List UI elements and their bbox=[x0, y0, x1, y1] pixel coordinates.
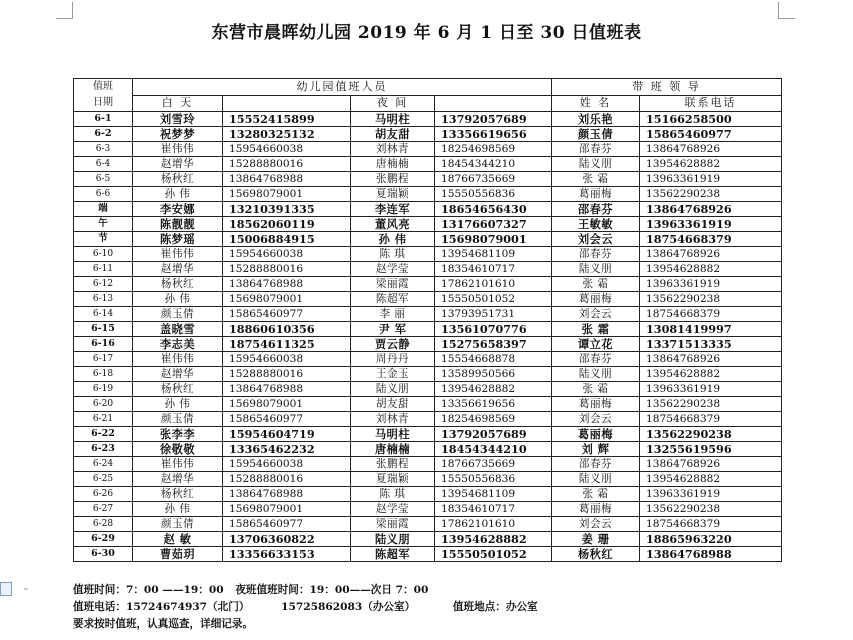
night-staff-name-cell: 梁丽霞 bbox=[351, 517, 435, 532]
night-staff-phone-cell: 18454344210 bbox=[435, 442, 552, 457]
night-staff-phone-cell: 13176607327 bbox=[435, 217, 552, 232]
day-staff-phone-cell: 13864768988 bbox=[223, 277, 351, 292]
night-header: 夜 间 bbox=[351, 95, 435, 112]
table-row bbox=[74, 337, 782, 352]
footer-times bbox=[73, 582, 428, 597]
night-staff-name-cell: 梁丽霞 bbox=[351, 277, 435, 292]
night-staff-name-cell: 陈超军 bbox=[351, 292, 435, 307]
night-staff-name-cell: 贾云静 bbox=[351, 337, 435, 352]
date-cell: 6-3 bbox=[74, 142, 133, 157]
table-row bbox=[74, 547, 782, 562]
leader-name-cell: 陆义朋 bbox=[552, 157, 640, 172]
day-phone-header bbox=[223, 95, 351, 112]
leader-phone-cell: 15166258500 bbox=[640, 112, 782, 127]
duty-phone-label: 值班电话： bbox=[73, 601, 126, 613]
leader-phone-cell: 18754668379 bbox=[640, 232, 782, 247]
day-staff-name-cell: 崔伟伟 bbox=[133, 457, 223, 472]
day-staff-name-cell: 孙 伟 bbox=[133, 187, 223, 202]
night-duty-time: 夜班值班时间：19：00——次日 7：00 bbox=[235, 584, 429, 596]
night-staff-name-cell: 赵学莹 bbox=[351, 262, 435, 277]
date-cell: 6-4 bbox=[74, 157, 133, 172]
leader-phone-cell: 13864768988 bbox=[640, 547, 782, 562]
day-staff-name-cell: 赵 敏 bbox=[133, 532, 223, 547]
night-staff-name-cell: 唐楠楠 bbox=[351, 442, 435, 457]
day-staff-name-cell: 颜玉倩 bbox=[133, 517, 223, 532]
night-staff-name-cell: 胡友甜 bbox=[351, 127, 435, 142]
table-row bbox=[74, 412, 782, 427]
leader-phone-cell: 13371513335 bbox=[640, 337, 782, 352]
day-staff-phone-cell: 13864768988 bbox=[223, 487, 351, 502]
night-staff-phone-cell: 13792057689 bbox=[435, 427, 552, 442]
day-staff-name-cell: 张李李 bbox=[133, 427, 223, 442]
date-cell: 6-13 bbox=[74, 292, 133, 307]
day-staff-phone-cell: 15954660038 bbox=[223, 247, 351, 262]
night-staff-phone-cell: 15550501052 bbox=[435, 547, 552, 562]
table-row bbox=[74, 382, 782, 397]
date-cell: 6-28 bbox=[74, 517, 133, 532]
table-row bbox=[74, 502, 782, 517]
night-staff-name-cell: 张鹏程 bbox=[351, 457, 435, 472]
leader-name-cell: 谭立花 bbox=[552, 337, 640, 352]
day-staff-phone-cell: 15698079001 bbox=[223, 292, 351, 307]
night-staff-phone-cell: 13954681109 bbox=[435, 487, 552, 502]
night-phone-header bbox=[435, 95, 552, 112]
night-staff-name-cell: 陈超军 bbox=[351, 547, 435, 562]
date-cell: 6-2 bbox=[74, 127, 133, 142]
day-staff-phone-cell: 15954660038 bbox=[223, 352, 351, 367]
leader-name-cell: 邵春芬 bbox=[552, 142, 640, 157]
date-column-header bbox=[74, 79, 133, 112]
table-row bbox=[74, 202, 782, 217]
date-cell: 6-1 bbox=[74, 112, 133, 127]
night-staff-phone-cell: 15550501052 bbox=[435, 292, 552, 307]
leader-name-cell: 王敏敏 bbox=[552, 217, 640, 232]
leader-name-cell: 刘会云 bbox=[552, 232, 640, 247]
leader-name-cell: 邵春芬 bbox=[552, 202, 640, 217]
day-staff-name-cell: 杨秋红 bbox=[133, 277, 223, 292]
night-staff-name-cell: 陈 琪 bbox=[351, 247, 435, 262]
day-staff-phone-cell: 15698079001 bbox=[223, 187, 351, 202]
table-row bbox=[74, 262, 782, 277]
day-staff-name-cell: 杨秋红 bbox=[133, 487, 223, 502]
date-cell: 节 bbox=[74, 232, 133, 247]
leader-group-header: 带 班 领 导 bbox=[552, 79, 782, 96]
leader-name-cell: 刘会云 bbox=[552, 517, 640, 532]
leader-name-cell: 杨秋红 bbox=[552, 547, 640, 562]
day-staff-name-cell: 杨秋红 bbox=[133, 382, 223, 397]
date-cell: 6-12 bbox=[74, 277, 133, 292]
day-staff-name-cell: 颜玉倩 bbox=[133, 307, 223, 322]
day-staff-name-cell: 赵增华 bbox=[133, 367, 223, 382]
duty-location: 值班地点：办公室 bbox=[452, 601, 538, 613]
leader-phone-cell: 13954628882 bbox=[640, 157, 782, 172]
leader-phone-header: 联系电话 bbox=[640, 95, 782, 112]
leader-phone-cell: 18754668379 bbox=[640, 307, 782, 322]
day-header: 白 天 bbox=[133, 95, 223, 112]
night-staff-name-cell: 刘林青 bbox=[351, 412, 435, 427]
day-staff-name-cell: 陈梦瑶 bbox=[133, 232, 223, 247]
day-staff-name-cell: 崔伟伟 bbox=[133, 247, 223, 262]
night-staff-phone-cell: 13356619656 bbox=[435, 127, 552, 142]
leader-name-cell: 刘 辉 bbox=[552, 442, 640, 457]
night-staff-name-cell: 陈 琪 bbox=[351, 487, 435, 502]
night-staff-phone-cell: 18654656430 bbox=[435, 202, 552, 217]
night-staff-name-cell: 李连军 bbox=[351, 202, 435, 217]
day-staff-name-cell: 赵增华 bbox=[133, 472, 223, 487]
date-cell: 6-26 bbox=[74, 487, 133, 502]
duty-phone-north: 15724674937（北门） bbox=[125, 601, 250, 613]
day-staff-name-cell: 祝梦梦 bbox=[133, 127, 223, 142]
leader-phone-cell: 13562290238 bbox=[640, 292, 782, 307]
leader-name-cell: 刘会云 bbox=[552, 307, 640, 322]
leader-phone-cell: 13562290238 bbox=[640, 427, 782, 442]
leader-name-cell: 刘乐艳 bbox=[552, 112, 640, 127]
leader-name-cell: 邵春芬 bbox=[552, 352, 640, 367]
leader-phone-cell: 18754668379 bbox=[640, 412, 782, 427]
leader-phone-cell: 13864768926 bbox=[640, 202, 782, 217]
date-cell: 6-15 bbox=[74, 322, 133, 337]
night-staff-name-cell: 胡友甜 bbox=[351, 397, 435, 412]
day-staff-phone-cell: 15288880016 bbox=[223, 367, 351, 382]
night-staff-name-cell: 赵学莹 bbox=[351, 502, 435, 517]
leader-phone-cell: 13954628882 bbox=[640, 472, 782, 487]
leader-name-cell: 葛丽梅 bbox=[552, 292, 640, 307]
table-row bbox=[74, 277, 782, 292]
night-staff-phone-cell: 13589950566 bbox=[435, 367, 552, 382]
leader-phone-cell: 18754668379 bbox=[640, 517, 782, 532]
day-staff-name-cell: 崔伟伟 bbox=[133, 352, 223, 367]
day-staff-name-cell: 颜玉倩 bbox=[133, 412, 223, 427]
date-cell: 6-20 bbox=[74, 397, 133, 412]
table-row bbox=[74, 217, 782, 232]
date-cell: 6-6 bbox=[74, 187, 133, 202]
day-staff-name-cell: 杨秋红 bbox=[133, 172, 223, 187]
leader-phone-cell: 13954628882 bbox=[640, 262, 782, 277]
page-corner-mark-right bbox=[778, 2, 795, 19]
table-row bbox=[74, 247, 782, 262]
table-row bbox=[74, 232, 782, 247]
night-staff-phone-cell: 18254698569 bbox=[435, 412, 552, 427]
night-staff-phone-cell: 15698079001 bbox=[435, 232, 552, 247]
leader-name-cell: 邵春芬 bbox=[552, 247, 640, 262]
document-side-icon[interactable] bbox=[0, 582, 12, 596]
leader-name-cell: 葛丽梅 bbox=[552, 502, 640, 517]
date-cell: 6-21 bbox=[74, 412, 133, 427]
day-staff-phone-cell: 15698079001 bbox=[223, 397, 351, 412]
day-staff-name-cell: 孙 伟 bbox=[133, 397, 223, 412]
leader-phone-cell: 18865963220 bbox=[640, 532, 782, 547]
day-staff-phone-cell: 15006884915 bbox=[223, 232, 351, 247]
day-staff-phone-cell: 15288880016 bbox=[223, 472, 351, 487]
day-staff-name-cell: 李安娜 bbox=[133, 202, 223, 217]
leader-phone-cell: 13963361919 bbox=[640, 172, 782, 187]
night-staff-name-cell: 周丹丹 bbox=[351, 352, 435, 367]
date-header-line-1: 值班 bbox=[93, 81, 113, 92]
day-staff-name-cell: 崔伟伟 bbox=[133, 142, 223, 157]
night-staff-phone-cell: 15554668878 bbox=[435, 352, 552, 367]
date-cell: 6-17 bbox=[74, 352, 133, 367]
leader-phone-cell: 13963361919 bbox=[640, 487, 782, 502]
day-staff-name-cell: 赵增华 bbox=[133, 157, 223, 172]
leader-phone-cell: 13963361919 bbox=[640, 382, 782, 397]
day-staff-phone-cell: 15954660038 bbox=[223, 142, 351, 157]
night-staff-phone-cell: 13793951731 bbox=[435, 307, 552, 322]
leader-name-cell: 陆义朋 bbox=[552, 367, 640, 382]
day-staff-phone-cell: 13864768988 bbox=[223, 382, 351, 397]
day-staff-phone-cell: 18754611325 bbox=[223, 337, 351, 352]
night-staff-name-cell: 董风亮 bbox=[351, 217, 435, 232]
date-cell: 6-24 bbox=[74, 457, 133, 472]
table-row bbox=[74, 157, 782, 172]
page-corner-mark-left bbox=[56, 2, 73, 19]
leader-name-cell: 刘会云 bbox=[552, 412, 640, 427]
leader-phone-cell: 13963361919 bbox=[640, 277, 782, 292]
day-staff-phone-cell: 18562060119 bbox=[223, 217, 351, 232]
header-row-2 bbox=[74, 95, 782, 112]
night-staff-phone-cell: 13954681109 bbox=[435, 247, 552, 262]
date-cell: 午 bbox=[74, 217, 133, 232]
night-staff-name-cell: 陆义朋 bbox=[351, 532, 435, 547]
table-row bbox=[74, 472, 782, 487]
table-row bbox=[74, 142, 782, 157]
leader-phone-cell: 13562290238 bbox=[640, 397, 782, 412]
night-staff-name-cell: 马明柱 bbox=[351, 427, 435, 442]
night-staff-name-cell: 张鹏程 bbox=[351, 172, 435, 187]
footer-note: 要求按时值班，认真巡查，详细记录。 bbox=[73, 618, 254, 630]
date-cell: 6-5 bbox=[74, 172, 133, 187]
schedule-rows bbox=[74, 112, 782, 562]
leader-phone-cell: 13864768926 bbox=[640, 247, 782, 262]
day-staff-phone-cell: 15865460977 bbox=[223, 412, 351, 427]
leader-name-header: 姓 名 bbox=[552, 95, 640, 112]
leader-phone-cell: 13255619596 bbox=[640, 442, 782, 457]
table-row bbox=[74, 187, 782, 202]
table-row bbox=[74, 442, 782, 457]
leader-name-cell: 陆义朋 bbox=[552, 472, 640, 487]
table-row bbox=[74, 532, 782, 547]
date-cell: 6-11 bbox=[74, 262, 133, 277]
night-staff-name-cell: 陆义朋 bbox=[351, 382, 435, 397]
day-staff-phone-cell: 13706360822 bbox=[223, 532, 351, 547]
night-staff-name-cell: 夏瑞颖 bbox=[351, 472, 435, 487]
night-staff-phone-cell: 17862101610 bbox=[435, 517, 552, 532]
night-staff-phone-cell: 18766735669 bbox=[435, 172, 552, 187]
day-staff-name-cell: 徐敬敬 bbox=[133, 442, 223, 457]
header-row-1 bbox=[74, 79, 782, 96]
leader-phone-cell: 13562290238 bbox=[640, 502, 782, 517]
leader-phone-cell: 13081419997 bbox=[640, 322, 782, 337]
day-staff-phone-cell: 15288880016 bbox=[223, 262, 351, 277]
night-staff-phone-cell: 18354610717 bbox=[435, 502, 552, 517]
day-staff-name-cell: 李志美 bbox=[133, 337, 223, 352]
table-row bbox=[74, 487, 782, 502]
night-staff-phone-cell: 15550556836 bbox=[435, 472, 552, 487]
table-row bbox=[74, 427, 782, 442]
day-staff-name-cell: 刘雪玲 bbox=[133, 112, 223, 127]
leader-name-cell: 张 霜 bbox=[552, 487, 640, 502]
night-staff-phone-cell: 18766735669 bbox=[435, 457, 552, 472]
day-duty-time: 值班时间：7：00 ——19：00 bbox=[73, 584, 224, 596]
date-cell: 6-14 bbox=[74, 307, 133, 322]
table-row bbox=[74, 322, 782, 337]
day-staff-phone-cell: 18860610356 bbox=[223, 322, 351, 337]
leader-name-cell: 张 霜 bbox=[552, 277, 640, 292]
date-cell: 6-30 bbox=[74, 547, 133, 562]
day-staff-phone-cell: 15865460977 bbox=[223, 517, 351, 532]
day-staff-name-cell: 赵增华 bbox=[133, 262, 223, 277]
leader-name-cell: 姜 珊 bbox=[552, 532, 640, 547]
leader-phone-cell: 13954628882 bbox=[640, 367, 782, 382]
day-staff-name-cell: 曹茹玥 bbox=[133, 547, 223, 562]
night-staff-phone-cell: 18254698569 bbox=[435, 142, 552, 157]
day-staff-phone-cell: 13365462232 bbox=[223, 442, 351, 457]
night-staff-name-cell: 夏瑞颖 bbox=[351, 187, 435, 202]
table-row bbox=[74, 367, 782, 382]
staff-group-header: 幼儿园值班人员 bbox=[133, 79, 552, 96]
date-header-line-2: 日期 bbox=[93, 97, 113, 108]
night-staff-phone-cell: 17862101610 bbox=[435, 277, 552, 292]
night-staff-phone-cell: 18454344210 bbox=[435, 157, 552, 172]
footer-contacts bbox=[73, 599, 538, 614]
night-staff-name-cell: 王金玉 bbox=[351, 367, 435, 382]
leader-name-cell: 陆义朋 bbox=[552, 262, 640, 277]
table-row bbox=[74, 457, 782, 472]
day-staff-phone-cell: 15698079001 bbox=[223, 502, 351, 517]
date-cell: 6-25 bbox=[74, 472, 133, 487]
date-cell: 6-23 bbox=[74, 442, 133, 457]
table-row bbox=[74, 172, 782, 187]
table-row bbox=[74, 307, 782, 322]
duty-schedule-table bbox=[73, 78, 782, 562]
night-staff-phone-cell: 15275658397 bbox=[435, 337, 552, 352]
day-staff-name-cell: 孙 伟 bbox=[133, 502, 223, 517]
leader-phone-cell: 13864768926 bbox=[640, 457, 782, 472]
leader-name-cell: 张 霜 bbox=[552, 382, 640, 397]
date-cell: 端 bbox=[74, 202, 133, 217]
leader-phone-cell: 15865460977 bbox=[640, 127, 782, 142]
day-staff-phone-cell: 15865460977 bbox=[223, 307, 351, 322]
duty-phone-office: 15725862083（办公室） bbox=[281, 601, 416, 613]
leader-name-cell: 张 霜 bbox=[552, 172, 640, 187]
night-staff-phone-cell: 13356619656 bbox=[435, 397, 552, 412]
day-staff-phone-cell: 15954660038 bbox=[223, 457, 351, 472]
night-staff-phone-cell: 15550556836 bbox=[435, 187, 552, 202]
leader-name-cell: 葛丽梅 bbox=[552, 187, 640, 202]
night-staff-name-cell: 尹 军 bbox=[351, 322, 435, 337]
leader-phone-cell: 13864768926 bbox=[640, 142, 782, 157]
night-staff-name-cell: 李 丽 bbox=[351, 307, 435, 322]
leader-phone-cell: 13864768926 bbox=[640, 352, 782, 367]
night-staff-phone-cell: 13954628882 bbox=[435, 532, 552, 547]
night-staff-phone-cell: 18354610717 bbox=[435, 262, 552, 277]
table-row bbox=[74, 352, 782, 367]
date-cell: 6-27 bbox=[74, 502, 133, 517]
night-staff-name-cell: 唐楠楠 bbox=[351, 157, 435, 172]
day-staff-name-cell: 孙 伟 bbox=[133, 292, 223, 307]
leader-phone-cell: 13963361919 bbox=[640, 217, 782, 232]
table-row bbox=[74, 127, 782, 142]
chevron-down-icon[interactable]: ⌄ bbox=[22, 583, 30, 593]
night-staff-phone-cell: 13792057689 bbox=[435, 112, 552, 127]
date-cell: 6-18 bbox=[74, 367, 133, 382]
date-cell: 6-19 bbox=[74, 382, 133, 397]
day-staff-name-cell: 盖晓雪 bbox=[133, 322, 223, 337]
night-staff-name-cell: 刘林青 bbox=[351, 142, 435, 157]
leader-phone-cell: 13562290238 bbox=[640, 187, 782, 202]
date-cell: 6-22 bbox=[74, 427, 133, 442]
leader-name-cell: 颜玉倩 bbox=[552, 127, 640, 142]
table-row bbox=[74, 517, 782, 532]
night-staff-phone-cell: 13561070776 bbox=[435, 322, 552, 337]
day-staff-phone-cell: 15552415899 bbox=[223, 112, 351, 127]
night-staff-name-cell: 马明柱 bbox=[351, 112, 435, 127]
night-staff-name-cell: 孙 伟 bbox=[351, 232, 435, 247]
date-cell: 6-10 bbox=[74, 247, 133, 262]
leader-name-cell: 葛丽梅 bbox=[552, 427, 640, 442]
document-title: 东营市晨晖幼儿园 2019 年 6 月 1 日至 30 日值班表 bbox=[211, 23, 642, 43]
day-staff-phone-cell: 13210391335 bbox=[223, 202, 351, 217]
day-staff-phone-cell: 13864768988 bbox=[223, 172, 351, 187]
table-row bbox=[74, 292, 782, 307]
leader-name-cell: 张 霜 bbox=[552, 322, 640, 337]
leader-name-cell: 邵春芬 bbox=[552, 457, 640, 472]
table-row bbox=[74, 112, 782, 127]
leader-name-cell: 葛丽梅 bbox=[552, 397, 640, 412]
date-cell: 6-16 bbox=[74, 337, 133, 352]
table-row bbox=[74, 397, 782, 412]
day-staff-phone-cell: 13280325132 bbox=[223, 127, 351, 142]
day-staff-name-cell: 陈靓靓 bbox=[133, 217, 223, 232]
date-cell: 6-29 bbox=[74, 532, 133, 547]
night-staff-phone-cell: 13954628882 bbox=[435, 382, 552, 397]
day-staff-phone-cell: 15954604719 bbox=[223, 427, 351, 442]
day-staff-phone-cell: 15288880016 bbox=[223, 157, 351, 172]
day-staff-phone-cell: 13356633153 bbox=[223, 547, 351, 562]
